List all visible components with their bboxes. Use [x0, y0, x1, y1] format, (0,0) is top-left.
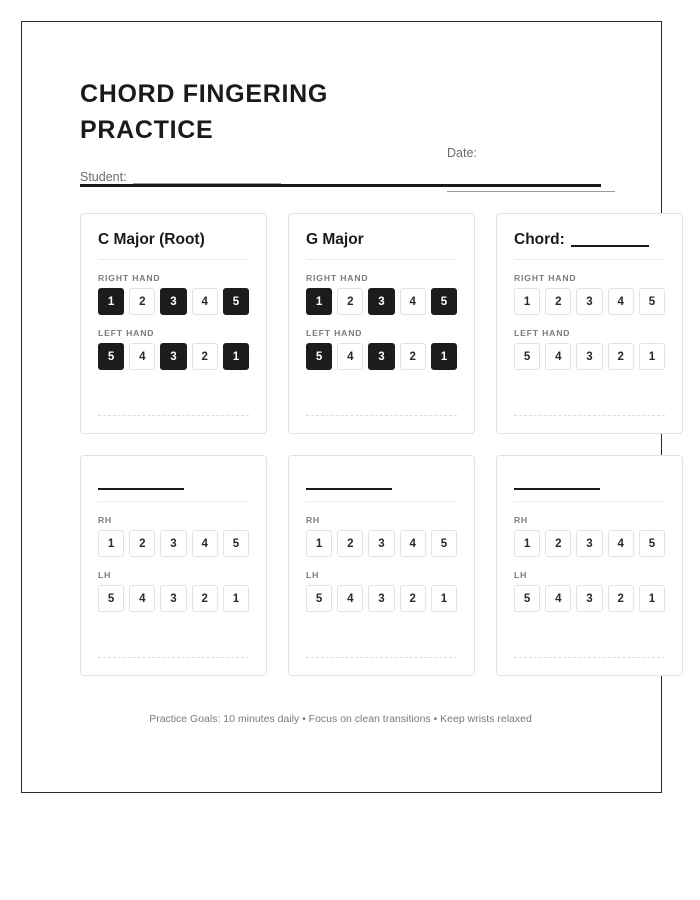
- right-hand-label: RIGHT HAND: [514, 273, 577, 283]
- left-hand-finger-row: [514, 585, 665, 612]
- chord-card-title: [514, 230, 665, 250]
- chord-card-grid: [80, 213, 700, 676]
- finger-box[interactable]: 1: [514, 288, 540, 315]
- finger-box[interactable]: 3: [576, 288, 602, 315]
- chord-card[interactable]: [496, 213, 683, 434]
- chord-name-blank[interactable]: [514, 477, 600, 490]
- finger-box[interactable]: 2: [129, 288, 155, 315]
- footer-practice-goals: Practice Goals: 10 minutes daily • Focus on clean transitions • Keep wrists relaxed: [149, 713, 532, 725]
- student-input-blank[interactable]: [133, 170, 281, 184]
- card-notes-line[interactable]: [306, 657, 457, 658]
- finger-box[interactable]: 5: [306, 343, 332, 370]
- chord-card[interactable]: [80, 455, 267, 676]
- right-hand-finger-row: [306, 288, 457, 315]
- chord-name-blank[interactable]: [98, 477, 184, 490]
- finger-box[interactable]: 1: [639, 343, 665, 370]
- finger-box[interactable]: 4: [129, 343, 155, 370]
- finger-box[interactable]: 3: [160, 530, 186, 557]
- right-hand-label: RH: [98, 515, 113, 525]
- left-hand-label: LEFT HAND: [98, 328, 155, 338]
- card-notes-line[interactable]: [306, 415, 457, 416]
- finger-box[interactable]: 1: [639, 585, 665, 612]
- card-title-divider: [514, 259, 665, 260]
- finger-box[interactable]: 1: [223, 343, 249, 370]
- finger-box[interactable]: 4: [400, 288, 426, 315]
- card-title-divider: [514, 501, 665, 502]
- finger-box[interactable]: 4: [545, 343, 571, 370]
- finger-box[interactable]: 2: [545, 530, 571, 557]
- finger-box[interactable]: 4: [337, 343, 363, 370]
- finger-box[interactable]: 4: [545, 585, 571, 612]
- card-title-divider: [98, 259, 249, 260]
- chord-card-title: [306, 230, 457, 250]
- right-hand-label: RH: [514, 515, 529, 525]
- left-hand-label: LH: [514, 570, 528, 580]
- left-hand-finger-row: [98, 585, 249, 612]
- finger-box[interactable]: 5: [306, 585, 332, 612]
- finger-box[interactable]: 1: [98, 288, 124, 315]
- finger-box[interactable]: 4: [192, 288, 218, 315]
- finger-box[interactable]: 5: [639, 288, 665, 315]
- finger-box[interactable]: 2: [192, 585, 218, 612]
- left-hand-label: LEFT HAND: [514, 328, 571, 338]
- right-hand-label: RH: [306, 515, 321, 525]
- chord-card[interactable]: [288, 213, 475, 434]
- card-title-divider: [98, 501, 249, 502]
- card-notes-line[interactable]: [514, 657, 665, 658]
- finger-box[interactable]: 2: [400, 343, 426, 370]
- left-hand-finger-row: [98, 343, 249, 370]
- student-label: Student:: [80, 170, 127, 184]
- left-hand-label: LH: [306, 570, 320, 580]
- left-hand-finger-row: [306, 343, 457, 370]
- finger-box[interactable]: 2: [608, 585, 634, 612]
- right-hand-finger-row: [514, 288, 665, 315]
- chord-card-title: [514, 472, 665, 492]
- finger-box[interactable]: 1: [223, 585, 249, 612]
- finger-box[interactable]: 2: [129, 530, 155, 557]
- chord-name-blank[interactable]: [306, 477, 392, 490]
- finger-box[interactable]: 1: [514, 530, 540, 557]
- right-hand-finger-row: [98, 288, 249, 315]
- finger-box[interactable]: 3: [576, 585, 602, 612]
- right-hand-finger-row: [514, 530, 665, 557]
- finger-box[interactable]: 1: [306, 530, 332, 557]
- finger-box[interactable]: 3: [160, 343, 186, 370]
- card-title-divider: [306, 259, 457, 260]
- student-field[interactable]: [80, 170, 281, 184]
- finger-box[interactable]: 3: [576, 343, 602, 370]
- chord-card[interactable]: [288, 455, 475, 676]
- chord-card-title: [98, 230, 249, 250]
- left-hand-finger-row: [306, 585, 457, 612]
- right-hand-label: RIGHT HAND: [98, 273, 161, 283]
- finger-box[interactable]: 2: [337, 530, 363, 557]
- finger-box[interactable]: 4: [129, 585, 155, 612]
- finger-box[interactable]: 5: [431, 530, 457, 557]
- finger-box[interactable]: 4: [608, 288, 634, 315]
- finger-box[interactable]: 5: [223, 288, 249, 315]
- card-notes-line[interactable]: [98, 657, 249, 658]
- finger-box[interactable]: 1: [306, 288, 332, 315]
- left-hand-label: LEFT HAND: [306, 328, 363, 338]
- finger-box[interactable]: 5: [639, 530, 665, 557]
- card-notes-line[interactable]: [98, 415, 249, 416]
- finger-box[interactable]: 3: [368, 530, 394, 557]
- chord-card-title: [98, 472, 249, 492]
- finger-box[interactable]: 3: [368, 585, 394, 612]
- worksheet-content: [21, 21, 700, 793]
- finger-box[interactable]: 1: [98, 530, 124, 557]
- finger-box[interactable]: 5: [98, 585, 124, 612]
- finger-box[interactable]: 5: [98, 343, 124, 370]
- finger-box[interactable]: 3: [368, 288, 394, 315]
- chord-name-label: G Major: [306, 231, 364, 248]
- header-divider: [80, 184, 601, 187]
- finger-box[interactable]: 2: [400, 585, 426, 612]
- finger-box[interactable]: 2: [337, 288, 363, 315]
- finger-box[interactable]: 4: [192, 530, 218, 557]
- finger-box[interactable]: 4: [400, 530, 426, 557]
- page-title: CHORD FINGERING PRACTICE: [80, 80, 328, 144]
- right-hand-finger-row: [306, 530, 457, 557]
- finger-box[interactable]: 5: [514, 585, 540, 612]
- date-label: Date:: [447, 146, 477, 160]
- card-title-divider: [306, 501, 457, 502]
- finger-box[interactable]: 3: [160, 585, 186, 612]
- finger-box[interactable]: 2: [608, 343, 634, 370]
- finger-box[interactable]: 1: [431, 585, 457, 612]
- chord-card-title: [306, 472, 457, 492]
- finger-box[interactable]: 3: [368, 343, 394, 370]
- right-hand-finger-row: [98, 530, 249, 557]
- finger-box[interactable]: 4: [337, 585, 363, 612]
- finger-box[interactable]: 3: [160, 288, 186, 315]
- finger-box[interactable]: 5: [223, 530, 249, 557]
- chord-name-label: Chord:: [514, 231, 565, 248]
- left-hand-finger-row: [514, 343, 665, 370]
- worksheet-header: [80, 77, 601, 192]
- chord-card[interactable]: [496, 455, 683, 676]
- left-hand-label: LH: [98, 570, 112, 580]
- finger-box[interactable]: 2: [545, 288, 571, 315]
- finger-box[interactable]: 2: [192, 343, 218, 370]
- chord-name-label: C Major (Root): [98, 231, 205, 248]
- finger-box[interactable]: 4: [608, 530, 634, 557]
- chord-card[interactable]: [80, 213, 267, 434]
- card-notes-line[interactable]: [514, 415, 665, 416]
- chord-name-blank[interactable]: [571, 234, 649, 247]
- finger-box[interactable]: 3: [576, 530, 602, 557]
- finger-box[interactable]: 5: [431, 288, 457, 315]
- right-hand-label: RIGHT HAND: [306, 273, 369, 283]
- finger-box[interactable]: 5: [514, 343, 540, 370]
- finger-box[interactable]: 1: [431, 343, 457, 370]
